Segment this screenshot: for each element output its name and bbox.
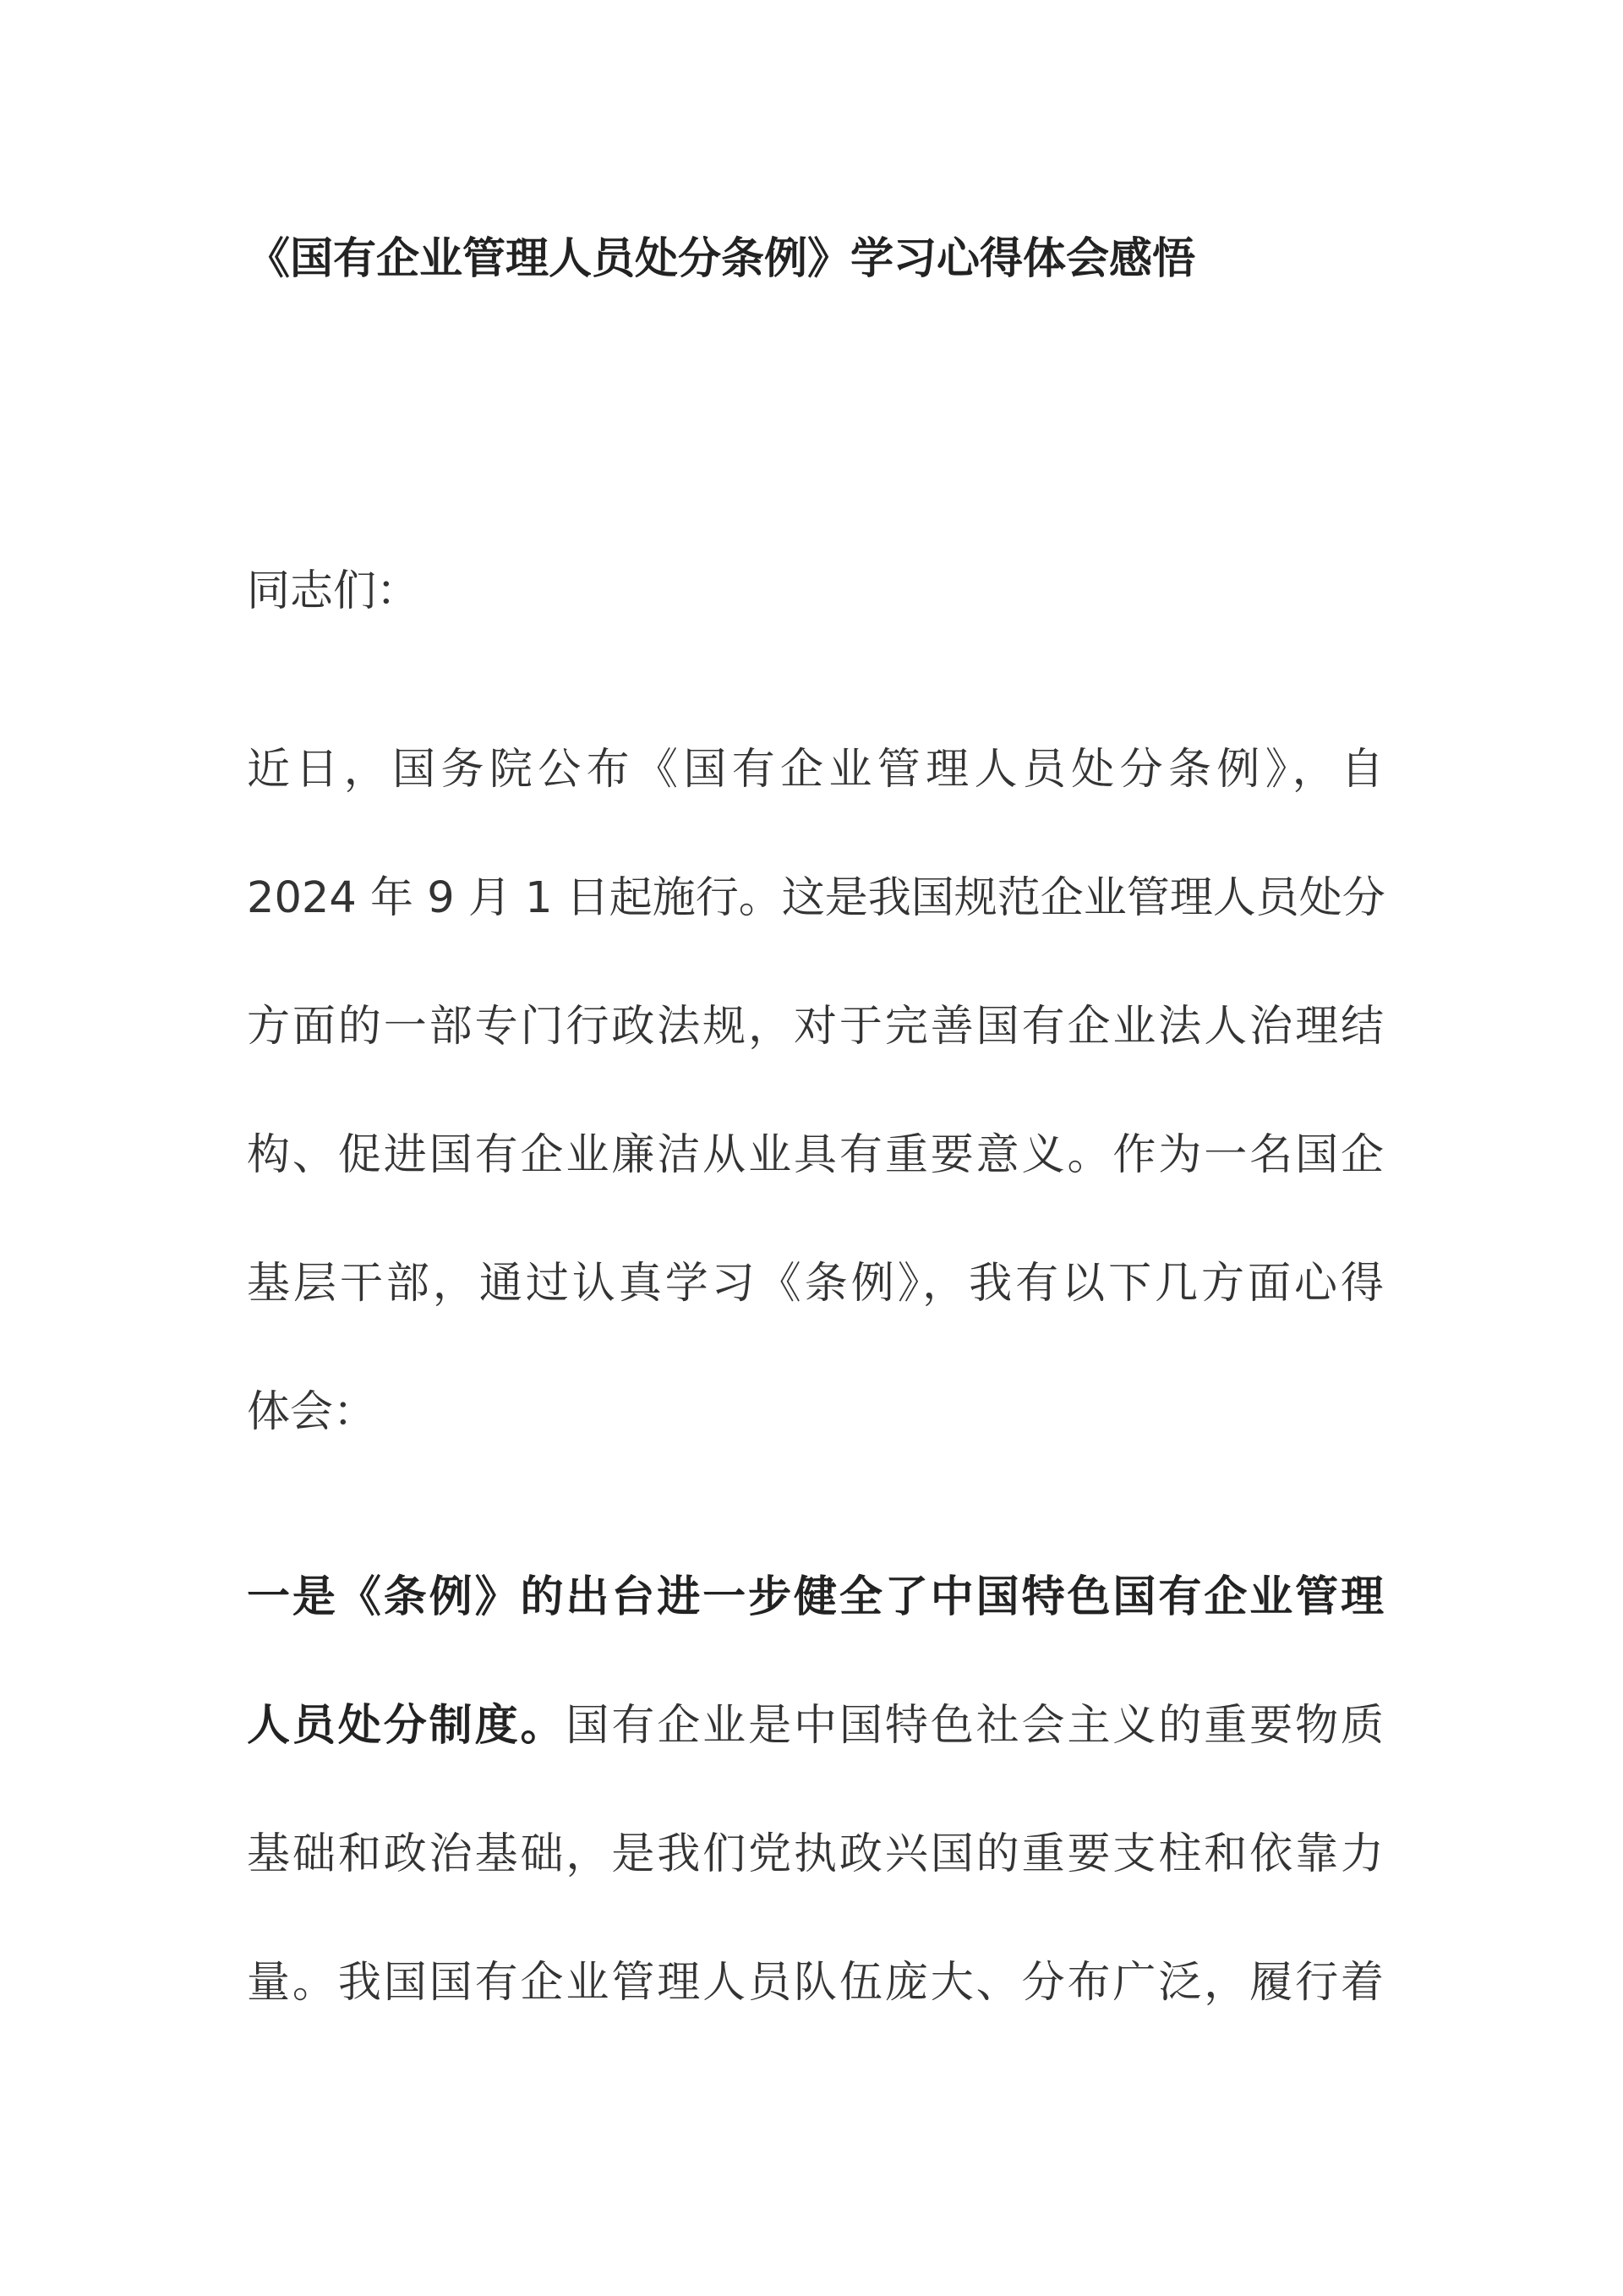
- paragraph-line: 2024 年 9 月 1 日起施行。这是我国规范企业管理人员处分: [247, 873, 1385, 923]
- salutation: 同志们：: [247, 566, 420, 616]
- paragraph-line: 方面的一部专门行政法规，对于完善国有企业法人治理结: [247, 1002, 1384, 1052]
- paragraph-line: 量。我国国有企业管理人员队伍庞大、分布广泛，履行着: [247, 1958, 1384, 2008]
- paragraph-point-one: [247, 1533, 1384, 2047]
- paragraph-line: 构、促进国有企业廉洁从业具有重要意义。作为一名国企: [247, 1130, 1384, 1180]
- paragraph-line: [247, 1662, 1384, 1790]
- point-heading-line: 一是《条例》的出台进一步健全了中国特色国有企业管理: [247, 1572, 1384, 1622]
- paragraph-intro: [247, 706, 1384, 1477]
- paragraph-text: 国有企业是中国特色社会主义的重要物质: [566, 1701, 1384, 1751]
- paragraph-line: 基础和政治基础，是我们党执政兴国的重要支柱和依靠力: [247, 1829, 1384, 1879]
- point-heading-end: 人员处分制度。: [247, 1701, 566, 1751]
- paragraph-line: 体会：: [247, 1387, 377, 1437]
- paragraph-line: 基层干部，通过认真学习《条例》，我有以下几方面心得: [247, 1259, 1384, 1309]
- document-title: 《国有企业管理人员处分条例》学习心得体会感悟: [247, 234, 1196, 284]
- paragraph-line: 近日，国务院公布《国有企业管理人员处分条例》，自: [247, 745, 1384, 795]
